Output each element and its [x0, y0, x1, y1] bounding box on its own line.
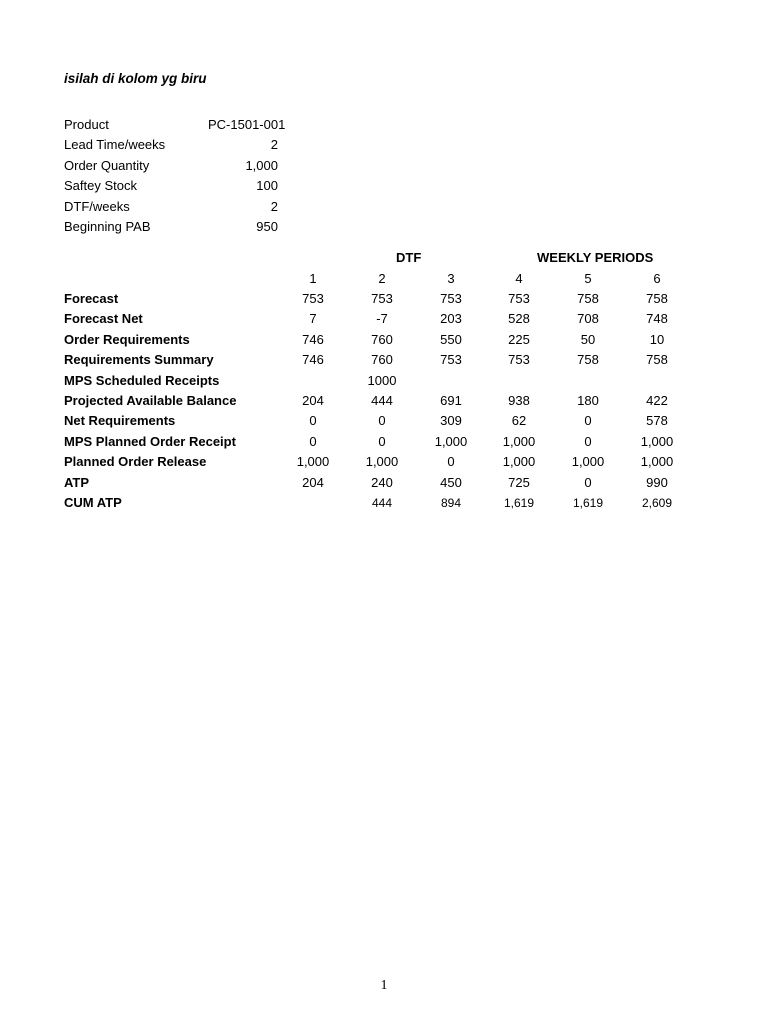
row-label: MPS Planned Order Receipt [64, 433, 236, 449]
table-cell: 444 [371, 392, 393, 408]
table-cell: 204 [302, 392, 324, 408]
table-cell: 1,000 [640, 454, 674, 470]
table-cell: 758 [577, 352, 599, 368]
param-row-safety-stock [64, 176, 304, 196]
table-cell: 1,619 [572, 495, 604, 510]
row-label: Order Requirements [64, 331, 190, 347]
table-cell: 753 [440, 291, 462, 306]
row-order-requirements [0, 330, 768, 350]
table-cell: 1000 [367, 372, 397, 388]
table-cell: 753 [508, 352, 530, 368]
table-cell: 0 [584, 413, 592, 429]
table-cell: 760 [371, 352, 393, 368]
row-label: Requirements Summary [64, 352, 214, 368]
table-cell: 10 [649, 331, 665, 347]
table-cell: 1,000 [365, 454, 399, 470]
row-atp [0, 473, 768, 493]
table-cell: 1,000 [502, 433, 536, 449]
row-label: Forecast Net [64, 311, 143, 327]
row-mps-planned-order-receipt [0, 432, 768, 452]
row-label: Forecast [64, 291, 119, 306]
table-cell: 225 [508, 331, 530, 347]
table-cell: 753 [508, 291, 530, 306]
table-cell: 1,000 [571, 454, 605, 470]
param-value: PC-1501-001 [208, 117, 286, 132]
table-cell: 0 [378, 413, 386, 429]
table-cell: 1,000 [296, 454, 330, 470]
period-number: 1 [309, 271, 317, 286]
table-cell: 1,000 [434, 433, 468, 449]
row-label: MPS Scheduled Receipts [64, 372, 220, 388]
param-row-dtf-weeks [64, 197, 304, 217]
table-cell: 240 [371, 474, 393, 490]
table-cell: 1,619 [503, 495, 535, 510]
table-cell: 0 [447, 454, 455, 470]
table-cell: 62 [511, 413, 527, 429]
table-cell: 691 [440, 392, 462, 408]
row-requirements-summary [0, 350, 768, 370]
period-number: 5 [584, 271, 592, 286]
parameters-block [64, 115, 304, 237]
table-cell: 753 [440, 352, 462, 368]
table-cell: 7 [309, 311, 317, 327]
table-cell: 760 [371, 331, 393, 347]
table-cell: 578 [646, 413, 668, 429]
param-value: 2 [270, 198, 278, 214]
table-cell: 894 [440, 495, 462, 510]
table-cell: -7 [376, 311, 388, 327]
table-cell: 746 [302, 352, 324, 368]
row-cum-atp [0, 493, 768, 513]
table-cell: 450 [440, 474, 462, 490]
period-number: 3 [447, 271, 455, 286]
table-cell: 204 [302, 474, 324, 490]
param-value: 100 [256, 178, 278, 194]
param-row-order-quantity [64, 156, 304, 176]
table-cell: 758 [646, 291, 668, 306]
param-label: Lead Time/weeks [64, 137, 166, 153]
param-label: Saftey Stock [64, 178, 137, 194]
param-row-product [64, 115, 304, 135]
row-label: CUM ATP [64, 494, 122, 510]
period-number: 4 [515, 271, 523, 286]
table-cell: 0 [584, 433, 592, 449]
table-cell: 708 [577, 311, 599, 327]
table-cell: 746 [302, 331, 324, 347]
table-cell: 1,000 [640, 433, 674, 449]
table-cell: 528 [508, 311, 530, 327]
row-forecast [0, 289, 768, 309]
param-value: 950 [256, 218, 278, 234]
row-label: ATP [64, 474, 90, 490]
table-cell: 422 [646, 392, 668, 408]
table-cell: 938 [508, 392, 530, 408]
row-projected-available-balance [0, 391, 768, 411]
table-cell: 753 [302, 291, 324, 306]
period-number-row [0, 271, 768, 289]
dtf-header: DTF [396, 250, 422, 265]
period-number: 2 [378, 271, 386, 286]
row-mps-scheduled-receipts [0, 371, 768, 391]
table-cell: 444 [371, 495, 393, 510]
table-cell: 309 [440, 413, 462, 429]
table-cell: 0 [309, 413, 317, 429]
page-number: 1 [380, 978, 388, 993]
period-number: 6 [653, 271, 661, 286]
row-planned-order-release [0, 452, 768, 472]
table-cell: 0 [584, 474, 592, 490]
param-value: 2 [270, 137, 278, 153]
param-value: 1,000 [245, 157, 278, 173]
table-cell: 753 [371, 291, 393, 306]
table-cell: 2,609 [641, 495, 673, 510]
page-title: isilah di kolom yg biru [64, 71, 207, 86]
table-cell: 0 [378, 433, 386, 449]
table-cell: 203 [440, 311, 462, 327]
weekly-periods-header: WEEKLY PERIODS [537, 250, 654, 265]
table-cell: 50 [580, 331, 596, 347]
param-row-beginning-pab [64, 217, 304, 237]
table-cell: 990 [646, 474, 668, 490]
table-cell: 725 [508, 474, 530, 490]
row-forecast-net [0, 309, 768, 329]
row-label: Projected Available Balance [64, 392, 237, 408]
table-cell: 758 [646, 352, 668, 368]
table-cell: 550 [440, 331, 462, 347]
row-label: Planned Order Release [64, 454, 207, 470]
param-label: Order Quantity [64, 157, 150, 173]
param-label: DTF/weeks [64, 198, 130, 214]
table-cell: 758 [577, 291, 599, 306]
table-cell: 748 [646, 311, 668, 327]
table-cell: 180 [577, 392, 599, 408]
mps-table [0, 289, 768, 513]
param-label: Product [64, 117, 109, 132]
grid-headers [0, 250, 768, 270]
param-label: Beginning PAB [64, 218, 151, 234]
param-row-lead-time [64, 135, 304, 155]
row-label: Net Requirements [64, 413, 176, 429]
table-cell: 0 [309, 433, 317, 449]
table-cell: 1,000 [502, 454, 536, 470]
row-net-requirements [0, 411, 768, 431]
